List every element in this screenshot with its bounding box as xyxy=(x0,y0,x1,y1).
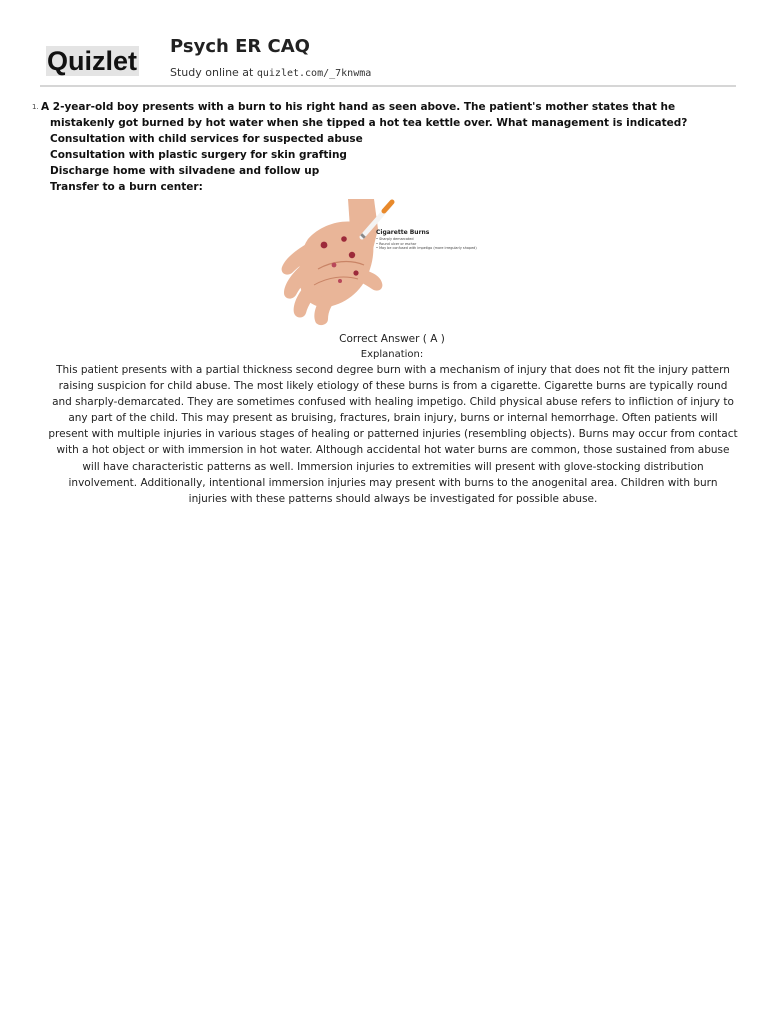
quizlet-logo: Quizlet xyxy=(47,46,138,76)
hand-icon xyxy=(282,199,383,325)
question-block xyxy=(32,99,736,195)
burn-illustration xyxy=(278,199,490,327)
study-online-line xyxy=(170,66,371,79)
study-url-link[interactable]: quizlet.com/_7knwma xyxy=(256,68,372,79)
question-text: A 2-year-old boy presents with a burn to his right hand as seen above. The patient's mother states that he mistakenly got burned by hot water when she tipped a hot tea kettle over. What management is indicated? xyxy=(41,101,688,129)
option-c: Discharge home with silvadene and follow up xyxy=(50,165,320,177)
correct-answer: Correct Answer ( A ) xyxy=(339,333,445,345)
question-number: 1. xyxy=(32,103,39,111)
figure-caption xyxy=(376,229,496,251)
page-title: Psych ER CAQ xyxy=(170,36,310,57)
figure-bullet: • Round ulcer or eschar xyxy=(376,241,417,246)
figure-bullets xyxy=(376,237,496,251)
option-d: Transfer to a burn center: xyxy=(50,181,203,193)
answer-options xyxy=(32,131,736,195)
explanation-text: This patient presents with a partial thickness second degree burn with a mechanism of injury that does not fit the injury pattern raising suspicion for child abuse. The most likely etiology of these burns is from a cigarette. Cigarette burns are typically round and sharply-demarcated. They are sometimes confused with healing impetigo. Child physical abuse refers to infliction of injury to any part of the child. This may present as bruising, fractures, brain injury, burns or internal hemorrhage. Often patients will present with multiple injuries in various stages of healing or patterned injuries (resembling objects). Burns may occur from contact with a hot object or with immersion in hot water. Although accidental hot water burns are common, those sustained from abuse will have characteristic patterns as well. Immersion injuries to extremities will present with glove-stocking distribution involvement. Additionally, intentional immersion injuries may present with burns to the anogenital area. Children with burn injuries with these patterns should always be investigated for possible abuse. xyxy=(48,364,738,505)
explanation-label: Explanation: xyxy=(360,349,424,360)
figure-title: Cigarette Burns xyxy=(376,229,430,236)
study-online-label: Study online at xyxy=(170,66,257,79)
option-b: Consultation with plastic surgery for skin grafting xyxy=(50,149,347,161)
figure-bullet: • May be confused with impetigo (more irregularly shaped) xyxy=(376,246,477,251)
document-header xyxy=(46,36,736,86)
hand-drawing xyxy=(278,199,490,327)
header-divider xyxy=(40,85,736,87)
option-a: Consultation with child services for suspected abuse xyxy=(50,133,363,145)
figure-bullet: • Sharply demarcated xyxy=(376,237,414,241)
